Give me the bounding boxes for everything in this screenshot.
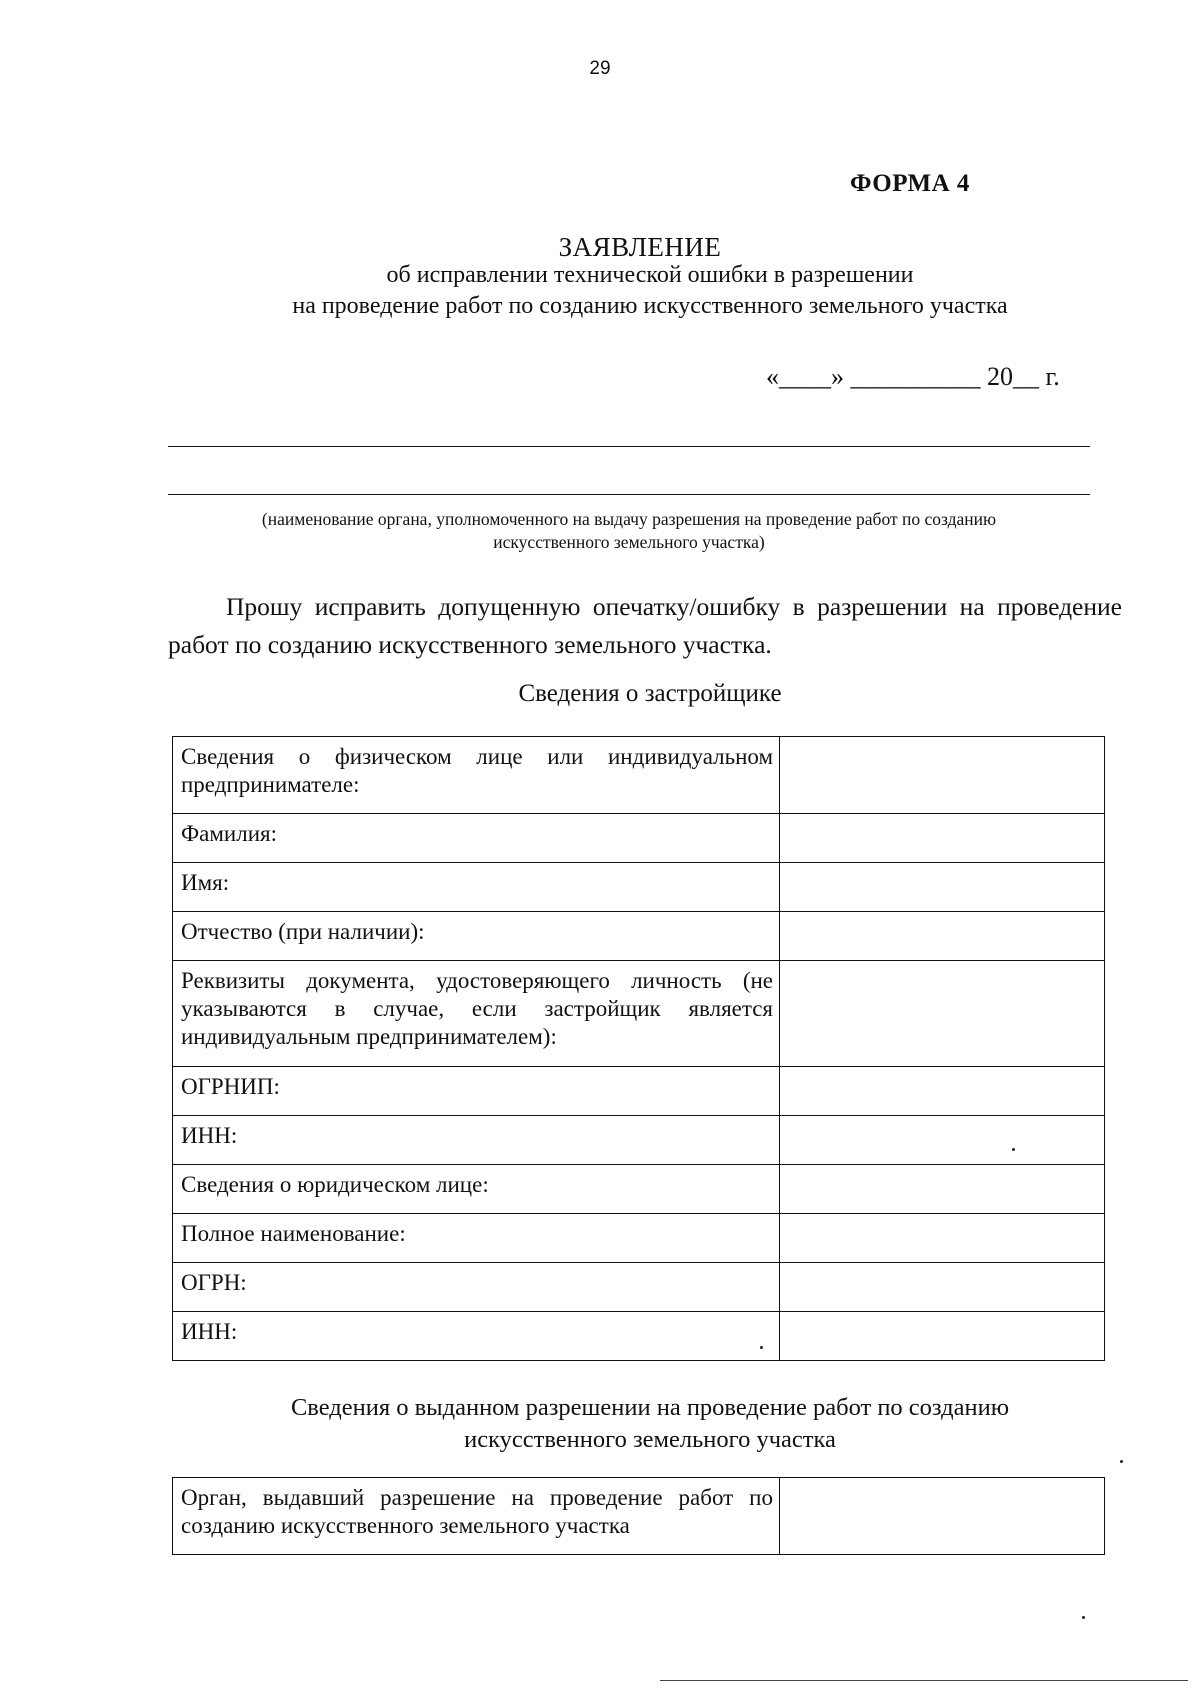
table-row xyxy=(173,1478,1105,1555)
row-value-field[interactable] xyxy=(780,1312,1105,1361)
developer-section-title: Сведения о застройщике xyxy=(518,680,782,707)
date-line: «____» __________ 20__ г. xyxy=(766,362,1060,391)
row-label: Орган, выдавший разрешение на проведение работ по созданию искусственного земельного участка xyxy=(173,1478,780,1555)
row-label: ИНН: xyxy=(173,1116,780,1165)
permit-info-table xyxy=(172,1477,1105,1555)
authority-caption xyxy=(168,508,1090,554)
row-label: ОГРНИП: xyxy=(173,1067,780,1116)
permit-section-title-line-2: искусственного земельного участка xyxy=(464,1426,836,1453)
developer-info-table xyxy=(172,736,1105,1361)
document-subtitle-line-2: на проведение работ по созданию искусственного земельного участка xyxy=(292,293,1008,319)
permit-section-title xyxy=(0,1392,1200,1456)
document-subtitle-line-1: об исправлении технической ошибки в разрешении xyxy=(386,262,914,288)
row-label: Сведения о юридическом лице: xyxy=(173,1165,780,1214)
page-number: 29 xyxy=(589,58,611,79)
table-row xyxy=(173,912,1105,961)
row-value-field[interactable] xyxy=(780,814,1105,863)
scan-speck xyxy=(1120,1460,1123,1463)
authority-blank-line-1 xyxy=(168,446,1090,447)
authority-blank-line-2 xyxy=(168,494,1090,495)
scan-speck xyxy=(1082,1616,1085,1619)
row-label: Сведения о физическом лице или индивидуальном предпринимателе: xyxy=(173,737,780,814)
row-value-field[interactable] xyxy=(780,1214,1105,1263)
table-row xyxy=(173,961,1105,1067)
scan-speck xyxy=(760,1346,763,1349)
row-label: Отчество (при наличии): xyxy=(173,912,780,961)
scan-speck xyxy=(1012,1148,1015,1151)
authority-caption-line-1: (наименование органа, уполномоченного на выдачу разрешения на проведение работ по созданию xyxy=(261,509,997,529)
row-label: Фамилия: xyxy=(173,814,780,863)
row-value-field[interactable] xyxy=(780,1478,1105,1555)
form-label: ФОРМА 4 xyxy=(850,170,970,197)
row-label: Полное наименование: xyxy=(173,1214,780,1263)
table-row xyxy=(173,1263,1105,1312)
permit-section-title-line-1: Сведения о выданном разрешении на проведение работ по созданию xyxy=(290,1394,1010,1421)
row-value-field[interactable] xyxy=(780,737,1105,814)
row-label: Реквизиты документа, удостоверяющего личность (не указываются в случае, если застройщик является индивидуальным предпринимателем): xyxy=(173,961,780,1067)
document-title: ЗАЯВЛЕНИЕ xyxy=(558,232,722,262)
table-row xyxy=(173,814,1105,863)
table-row xyxy=(173,863,1105,912)
table-row xyxy=(173,1214,1105,1263)
table-row xyxy=(173,1312,1105,1361)
row-label: Имя: xyxy=(173,863,780,912)
row-value-field[interactable] xyxy=(780,961,1105,1067)
table-row xyxy=(173,1116,1105,1165)
row-value-field[interactable] xyxy=(780,1116,1105,1165)
row-value-field[interactable] xyxy=(780,1165,1105,1214)
row-value-field[interactable] xyxy=(780,1067,1105,1116)
row-value-field[interactable] xyxy=(780,863,1105,912)
request-paragraph: Прошу исправить допущенную опечатку/ошибку в разрешении на проведение работ по созданию искусственного земельного участка. xyxy=(168,592,1122,659)
scan-edge-line xyxy=(660,1680,1188,1681)
table-row xyxy=(173,737,1105,814)
row-value-field[interactable] xyxy=(780,912,1105,961)
row-value-field[interactable] xyxy=(780,1263,1105,1312)
authority-caption-line-2: искусственного земельного участка) xyxy=(493,532,765,552)
table-row xyxy=(173,1165,1105,1214)
row-label: ИНН: xyxy=(173,1312,780,1361)
table-row xyxy=(173,1067,1105,1116)
row-label: ОГРН: xyxy=(173,1263,780,1312)
